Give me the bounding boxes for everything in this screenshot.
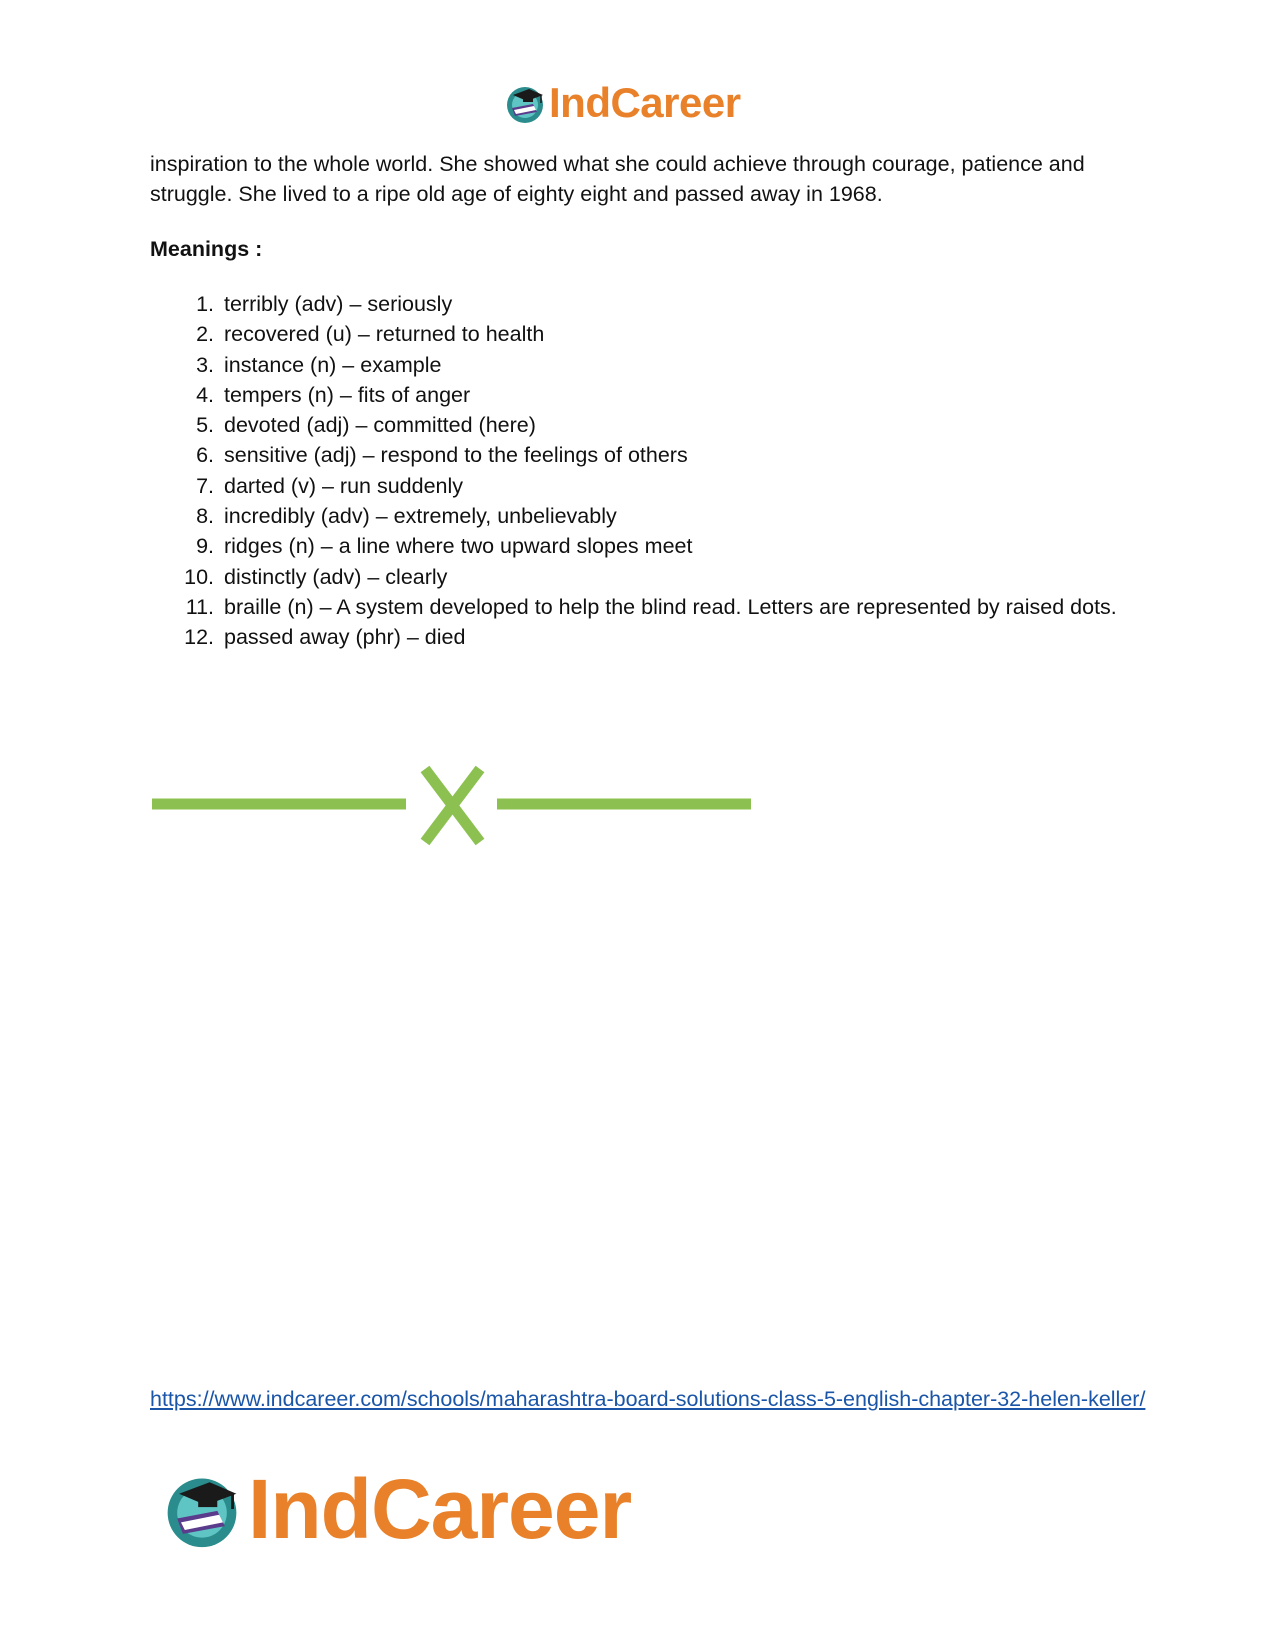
list-item-number: 8. [196, 504, 214, 529]
footer-logo-text: IndCareer [248, 1462, 632, 1556]
list-item [150, 319, 1140, 349]
list-item-number: 7. [196, 473, 214, 498]
list-item [150, 592, 1140, 622]
header-logo [503, 80, 741, 126]
list-item-text: braille (n) – A system developed to help the blind read. Letters are represented by raised dots. [224, 594, 1117, 619]
list-item [150, 562, 1140, 592]
list-item-text: sensitive (adj) – respond to the feelings of others [224, 443, 688, 468]
meanings-heading: Meanings : [150, 237, 263, 261]
list-item-text: passed away (phr) – died [224, 625, 466, 650]
list-item-number: 12. [184, 625, 214, 650]
list-item-number: 3. [196, 352, 214, 377]
list-item-text: instance (n) – example [224, 352, 442, 377]
list-item-text: distinctly (adv) – clearly [224, 564, 448, 589]
list-item [150, 350, 1140, 380]
list-item-text: tempers (n) – fits of anger [224, 382, 471, 407]
list-item [150, 622, 1140, 652]
footer-url-link[interactable]: https://www.indcareer.com/schools/maharashtra-board-solutions-class-5-english-chapter-32-helen-keller/ [150, 1387, 1146, 1411]
list-item-number: 4. [196, 382, 214, 407]
divider-x-icon [150, 764, 760, 850]
list-item-text: terribly (adv) – seriously [224, 292, 453, 316]
footer-logo [160, 1462, 632, 1556]
list-item-text: incredibly (adv) – extremely, unbelievably [224, 504, 617, 529]
list-item-number: 10. [184, 564, 214, 589]
list-item [150, 531, 1140, 561]
list-item-text: devoted (adj) – committed (here) [224, 413, 536, 438]
graduation-book-globe-icon [503, 81, 547, 125]
list-item-text: recovered (u) – returned to health [224, 322, 545, 347]
list-item [150, 410, 1140, 440]
list-item-number: 11. [185, 594, 214, 619]
intro-paragraph: inspiration to the whole world. She showed what she could achieve through courage, patience and struggle. She lived to a ripe old age of eighty eight and passed away in 1968. [150, 152, 1085, 206]
list-item [150, 289, 1140, 319]
graduation-book-globe-icon [160, 1467, 244, 1551]
list-item [150, 471, 1140, 501]
header-logo-text: IndCareer [549, 79, 741, 126]
list-item-number: 6. [196, 443, 214, 468]
meanings-list [150, 289, 1140, 653]
list-item [150, 440, 1140, 470]
list-item-number: 2. [196, 322, 214, 347]
list-item [150, 380, 1140, 410]
list-item-number: 1. [196, 292, 214, 316]
list-item-text: ridges (n) – a line where two upward slopes meet [224, 534, 693, 559]
list-item-number: 5. [196, 413, 214, 438]
list-item-number: 9. [196, 534, 214, 559]
list-item-text: darted (v) – run suddenly [224, 473, 464, 498]
list-item [150, 501, 1140, 531]
